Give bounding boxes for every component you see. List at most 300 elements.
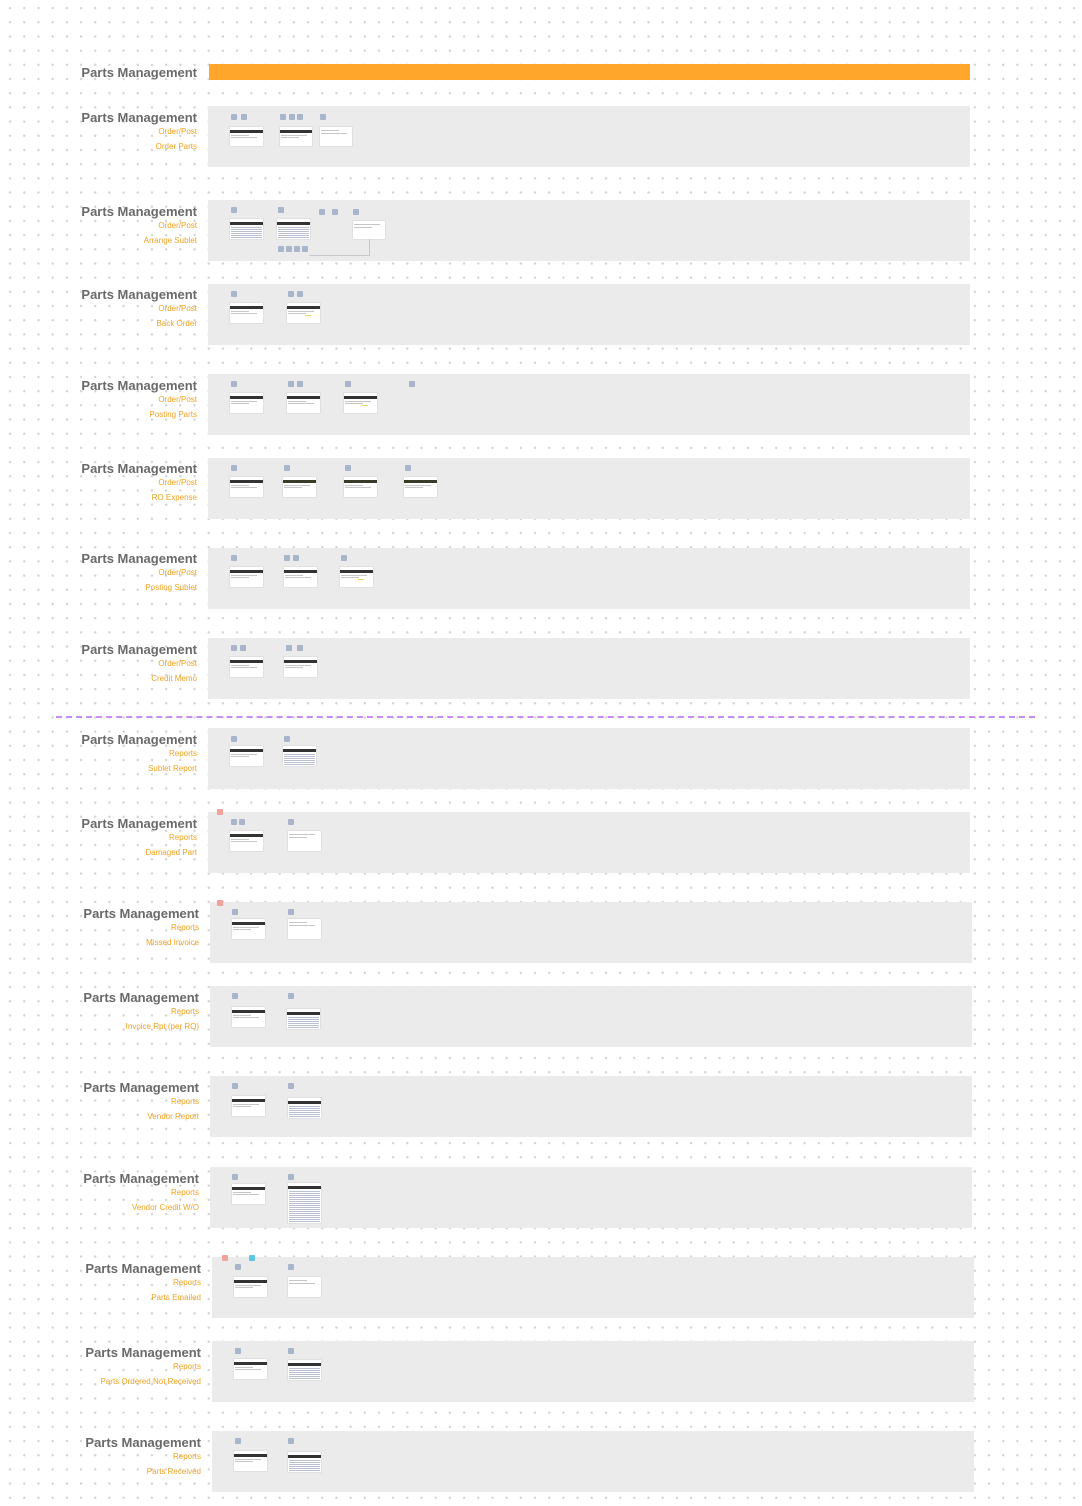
section-item: Posting Sublet	[145, 583, 197, 592]
frame-marker[interactable]	[288, 1348, 294, 1354]
thumbnail-line	[231, 665, 249, 666]
thumbnail-highlight	[362, 405, 368, 406]
frame-marker[interactable]	[297, 381, 303, 387]
section-label	[19, 1080, 199, 1121]
thumbnail-line	[289, 1215, 320, 1216]
section-title: Parts Management	[81, 551, 197, 566]
thumbnail-header-bar	[283, 749, 316, 752]
section-category: Reports	[170, 1007, 199, 1016]
frame-marker[interactable]	[278, 207, 284, 213]
frame-marker[interactable]	[345, 465, 351, 471]
frame-marker[interactable]	[405, 465, 411, 471]
thumbnail-highlight	[305, 315, 311, 316]
thumbnail-line	[345, 485, 363, 486]
thumbnail-line	[235, 1367, 253, 1368]
thumbnail-line	[235, 1461, 253, 1462]
frame-marker[interactable]	[319, 209, 325, 215]
section-category: Reports	[172, 1278, 201, 1287]
thumbnail-header-bar	[234, 1280, 267, 1283]
frame-thumbnail[interactable]	[340, 567, 373, 587]
thumbnail-header-bar	[230, 396, 263, 399]
frame-marker[interactable]	[409, 381, 415, 387]
flow-panel	[212, 1257, 974, 1318]
thumbnail-line	[235, 1369, 261, 1370]
frame-thumbnail[interactable]	[230, 127, 263, 146]
frame-marker[interactable]	[294, 246, 300, 252]
frame-marker[interactable]	[231, 291, 237, 297]
frame-thumbnail[interactable]	[288, 831, 321, 851]
comment-marker[interactable]	[222, 1255, 228, 1261]
frame-marker[interactable]	[231, 465, 237, 471]
section-category: Order/Post	[158, 221, 197, 230]
thumbnail-header-bar	[288, 1455, 321, 1458]
thumbnail-header-bar	[232, 922, 265, 925]
section-label	[19, 1171, 199, 1212]
frame-marker[interactable]	[288, 1264, 294, 1270]
thumbnail-line	[231, 137, 257, 138]
thumbnail-header-bar	[230, 306, 263, 309]
section-label	[17, 378, 197, 419]
frame-marker[interactable]	[231, 819, 237, 825]
frame-marker[interactable]	[288, 1438, 294, 1444]
section-label	[17, 816, 197, 857]
thumbnail-line	[231, 311, 249, 312]
thumbnail-line	[289, 1370, 320, 1371]
thumbnail-line	[289, 1197, 320, 1198]
thumbnail-line	[278, 227, 309, 228]
section-category: Reports	[170, 1097, 199, 1106]
thumbnail-header-bar	[287, 1012, 320, 1015]
thumbnail-header-bar	[344, 480, 377, 483]
thumbnail-line	[288, 311, 314, 312]
thumbnail-line	[233, 1192, 251, 1193]
section-title: Parts Management	[81, 287, 197, 302]
thumbnail-line	[341, 575, 367, 576]
thumbnail-line	[289, 1219, 320, 1220]
frame-thumbnail[interactable]	[280, 127, 312, 146]
thumbnail-line	[231, 754, 257, 755]
frame-marker[interactable]	[288, 909, 294, 915]
frame-thumbnail[interactable]	[288, 1183, 321, 1223]
section-title: Parts Management	[85, 1345, 201, 1360]
thumbnail-line	[285, 667, 303, 668]
thumbnail-line	[284, 754, 315, 755]
thumbnail-line	[289, 1213, 320, 1214]
thumbnail-line	[289, 1376, 320, 1377]
frame-marker[interactable]	[293, 555, 299, 561]
thumbnail-line	[289, 1201, 320, 1202]
thumbnail-line	[231, 231, 262, 232]
frame-marker[interactable]	[231, 114, 237, 120]
frame-thumbnail[interactable]	[234, 1277, 267, 1297]
thumbnail-header-bar	[230, 660, 263, 663]
section-category: Reports	[168, 833, 197, 842]
frame-thumbnail[interactable]	[283, 477, 316, 497]
frame-marker[interactable]	[353, 209, 359, 215]
frame-marker[interactable]	[297, 645, 303, 651]
section-item: Parts Received	[146, 1467, 201, 1476]
thumbnail-line	[235, 1287, 253, 1288]
section-item: Parts Ordered Not Received	[100, 1377, 201, 1386]
thumbnail-header-bar	[230, 834, 263, 837]
frame-marker[interactable]	[231, 736, 237, 742]
frame-marker[interactable]	[320, 114, 326, 120]
frame-marker[interactable]	[235, 1348, 241, 1354]
thumbnail-line	[289, 1280, 307, 1281]
thumbnail-line	[289, 834, 315, 835]
frame-marker[interactable]	[297, 291, 303, 297]
thumbnail-header-bar	[277, 222, 310, 225]
thumbnail-line	[405, 485, 431, 486]
flow-panel	[208, 458, 970, 519]
section-label	[17, 642, 197, 683]
frame-marker[interactable]	[240, 645, 246, 651]
thumbnail-line	[289, 1191, 320, 1192]
thumbnail-line	[289, 1217, 320, 1218]
frame-marker[interactable]	[286, 645, 292, 651]
thumbnail-line	[284, 764, 315, 765]
section-item: Sublet Report	[148, 764, 197, 773]
thumbnail-line	[345, 487, 371, 488]
frame-thumbnail[interactable]	[277, 219, 310, 239]
section-title: Parts Management	[81, 110, 197, 125]
thumbnail-line	[284, 760, 315, 761]
section-label	[21, 1261, 201, 1302]
thumbnail-line	[289, 1462, 320, 1463]
frame-thumbnail[interactable]	[230, 831, 263, 851]
thumbnail-line	[233, 929, 251, 930]
frame-marker[interactable]	[232, 909, 238, 915]
frame-thumbnail[interactable]	[288, 1452, 321, 1472]
thumbnail-line	[289, 1199, 320, 1200]
thumbnail-header-bar	[232, 1099, 265, 1102]
thumbnail-line	[278, 235, 309, 236]
thumbnail-line	[281, 135, 307, 136]
section-item: Order Parts	[155, 142, 197, 151]
section-item: Parts Emailed	[151, 1293, 201, 1302]
flow-panel	[208, 548, 970, 609]
section-category: Reports	[172, 1362, 201, 1371]
frame-marker[interactable]	[341, 555, 347, 561]
frame-thumbnail[interactable]	[404, 477, 437, 497]
thumbnail-line	[288, 1021, 319, 1022]
thumbnail-header-bar	[283, 480, 316, 483]
section-item: Invoice Rpt (per RO)	[125, 1022, 199, 1031]
frame-marker[interactable]	[288, 993, 294, 999]
frame-thumbnail[interactable]	[288, 1098, 321, 1118]
thumbnail-line	[231, 229, 262, 230]
section-label	[17, 732, 197, 773]
thumbnail-line	[284, 758, 315, 759]
section-label	[19, 906, 199, 947]
flow-panel	[212, 1341, 974, 1402]
thumbnail-line	[354, 224, 380, 225]
frame-thumbnail[interactable]	[234, 1451, 267, 1471]
frame-thumbnail[interactable]	[344, 393, 377, 413]
frame-thumbnail[interactable]	[288, 1360, 321, 1380]
frame-marker[interactable]	[289, 114, 295, 120]
section-title: Parts Management	[81, 642, 197, 657]
thumbnail-line	[231, 841, 257, 842]
thumbnail-line	[289, 1203, 320, 1204]
section-title: Parts Management	[85, 1261, 201, 1276]
thumbnail-line	[289, 1368, 320, 1369]
frame-thumbnail[interactable]	[283, 746, 316, 766]
thumbnail-line	[289, 1460, 320, 1461]
header-title: Parts Management	[81, 65, 197, 80]
frame-thumbnail[interactable]	[230, 303, 263, 323]
frame-marker[interactable]	[241, 114, 247, 120]
thumbnail-header-bar	[234, 1362, 267, 1365]
thumbnail-line	[288, 1019, 319, 1020]
frame-marker[interactable]	[288, 1083, 294, 1089]
thumbnail-line	[235, 1459, 261, 1460]
frame-marker[interactable]	[239, 819, 245, 825]
thumbnail-line	[288, 401, 306, 402]
thumbnail-line	[289, 1193, 320, 1194]
section-category: Order/Post	[158, 127, 197, 136]
section-item: Missed Invoice	[146, 938, 199, 947]
section-category: Reports	[168, 749, 197, 758]
flow-panel	[208, 374, 970, 435]
section-title: Parts Management	[81, 732, 197, 747]
thumbnail-line	[278, 233, 309, 234]
section-label	[17, 110, 197, 151]
thumbnail-line	[233, 1194, 259, 1195]
thumbnail-header-bar	[288, 1363, 321, 1366]
thumbnail-line	[289, 1205, 320, 1206]
thumbnail-line	[288, 1023, 319, 1024]
frame-thumbnail[interactable]	[230, 219, 263, 239]
thumbnail-line	[233, 1017, 259, 1018]
thumbnail-header-bar	[230, 570, 263, 573]
section-category: Order/Post	[158, 568, 197, 577]
frame-marker[interactable]	[232, 1083, 238, 1089]
thumbnail-line	[233, 1106, 251, 1107]
thumbnail-line	[231, 235, 262, 236]
thumbnail-line	[231, 756, 249, 757]
section-item: Vendor Report	[147, 1112, 199, 1121]
frame-marker[interactable]	[345, 381, 351, 387]
header-label	[40, 65, 197, 80]
thumbnail-header-bar	[234, 1454, 267, 1457]
flow-panel	[208, 728, 970, 789]
thumbnail-line	[231, 487, 257, 488]
frame-thumbnail[interactable]	[287, 393, 320, 413]
thumbnail-line	[285, 665, 311, 666]
frame-thumbnail[interactable]	[230, 657, 263, 677]
section-label	[17, 461, 197, 502]
section-category: Order/Post	[158, 478, 197, 487]
section-label	[21, 1435, 201, 1476]
frame-thumbnail[interactable]	[232, 1096, 265, 1116]
frame-thumbnail[interactable]	[232, 1007, 265, 1027]
section-divider	[56, 716, 1035, 718]
thumbnail-header-bar	[288, 1186, 321, 1189]
thumbnail-line	[289, 1112, 320, 1113]
thumbnail-line	[233, 927, 259, 928]
frame-thumbnail[interactable]	[284, 657, 317, 677]
flow-panel	[208, 638, 970, 699]
thumbnail-line	[354, 227, 372, 228]
thumbnail-header-bar	[340, 570, 373, 573]
thumbnail-line	[289, 1283, 315, 1284]
thumbnail-header-bar	[287, 306, 320, 309]
section-title: Parts Management	[83, 906, 199, 921]
frame-thumbnail[interactable]	[230, 746, 263, 766]
thumbnail-header-bar	[280, 130, 312, 133]
thumbnail-line	[289, 1470, 320, 1471]
thumbnail-line	[231, 135, 249, 136]
thumbnail-line	[289, 1116, 320, 1117]
thumbnail-line	[289, 1464, 320, 1465]
thumbnail-line	[341, 577, 359, 578]
thumbnail-line	[231, 237, 262, 238]
section-category: Order/Post	[158, 395, 197, 404]
frame-thumbnail[interactable]	[288, 1277, 321, 1297]
frame-marker[interactable]	[231, 555, 237, 561]
thumbnail-header-bar	[288, 1101, 321, 1104]
thumbnail-line	[288, 313, 306, 314]
thumbnail-line	[288, 403, 314, 404]
thumbnail-line	[321, 130, 339, 131]
thumbnail-line	[321, 133, 347, 134]
thumbnail-line	[289, 1466, 320, 1467]
thumbnail-line	[284, 485, 310, 486]
frame-marker[interactable]	[288, 819, 294, 825]
thumbnail-line	[235, 1285, 261, 1286]
frame-marker[interactable]	[280, 114, 286, 120]
header-bar	[209, 64, 970, 80]
thumbnail-line	[231, 313, 257, 314]
frame-marker[interactable]	[284, 736, 290, 742]
frame-marker[interactable]	[284, 555, 290, 561]
frame-marker[interactable]	[288, 1174, 294, 1180]
frame-thumbnail[interactable]	[344, 477, 377, 497]
thumbnail-header-bar	[230, 130, 263, 133]
frame-thumbnail[interactable]	[230, 567, 263, 587]
thumbnail-header-bar	[404, 480, 437, 483]
section-title: Parts Management	[83, 990, 199, 1005]
frame-thumbnail[interactable]	[288, 919, 321, 939]
section-item: Back Order	[156, 319, 197, 328]
frame-thumbnail[interactable]	[284, 567, 317, 587]
thumbnail-line	[281, 137, 299, 138]
section-item: Vendor Credit W/O	[131, 1203, 199, 1212]
frame-thumbnail[interactable]	[287, 1009, 320, 1029]
frame-marker[interactable]	[278, 246, 284, 252]
frame-marker[interactable]	[284, 465, 290, 471]
thumbnail-line	[289, 1372, 320, 1373]
section-title: Parts Management	[81, 204, 197, 219]
section-category: Reports	[172, 1452, 201, 1461]
frame-thumbnail[interactable]	[232, 1184, 265, 1204]
thumbnail-header-bar	[232, 1187, 265, 1190]
thumbnail-line	[231, 401, 257, 402]
frame-thumbnail[interactable]	[320, 127, 352, 146]
thumbnail-line	[231, 403, 249, 404]
frame-marker[interactable]	[302, 246, 308, 252]
thumbnail-line	[289, 1211, 320, 1212]
frame-thumbnail[interactable]	[230, 393, 263, 413]
frame-marker[interactable]	[231, 645, 237, 651]
frame-marker[interactable]	[235, 1264, 241, 1270]
frame-marker[interactable]	[235, 1438, 241, 1444]
frame-marker[interactable]	[332, 209, 338, 215]
section-title: Parts Management	[81, 816, 197, 831]
thumbnail-line	[284, 756, 315, 757]
frame-marker[interactable]	[288, 381, 294, 387]
thumbnail-line	[345, 403, 363, 404]
frame-marker[interactable]	[231, 381, 237, 387]
section-label	[17, 551, 197, 592]
section-title: Parts Management	[81, 461, 197, 476]
comment-marker[interactable]	[249, 1255, 255, 1261]
section-item: Arrange Sublet	[143, 236, 197, 245]
frame-marker[interactable]	[288, 291, 294, 297]
thumbnail-line	[289, 1221, 320, 1222]
section-category: Reports	[170, 923, 199, 932]
thumbnail-line	[288, 1027, 319, 1028]
frame-marker[interactable]	[232, 993, 238, 999]
section-category: Order/Post	[158, 304, 197, 313]
frame-thumbnail[interactable]	[287, 303, 320, 323]
flow-panel	[210, 902, 972, 963]
thumbnail-line	[289, 1209, 320, 1210]
thumbnail-line	[278, 229, 309, 230]
frame-marker[interactable]	[297, 114, 303, 120]
thumbnail-line	[289, 1207, 320, 1208]
thumbnail-line	[289, 1195, 320, 1196]
section-item: Posting Parts	[149, 410, 197, 419]
section-title: Parts Management	[83, 1171, 199, 1186]
thumbnail-line	[289, 1114, 320, 1115]
thumbnail-line	[405, 487, 423, 488]
section-item: Damaged Part	[145, 848, 197, 857]
thumbnail-header-bar	[344, 396, 377, 399]
frame-thumbnail[interactable]	[234, 1359, 267, 1379]
frame-thumbnail[interactable]	[232, 919, 265, 939]
thumbnail-line	[233, 1015, 251, 1016]
flow-panel	[208, 284, 970, 345]
section-label	[21, 1345, 201, 1386]
thumbnail-line	[288, 1025, 319, 1026]
thumbnail-line	[289, 1106, 320, 1107]
thumbnail-line	[231, 227, 262, 228]
thumbnail-header-bar	[284, 660, 317, 663]
frame-thumbnail[interactable]	[353, 221, 385, 239]
thumbnail-line	[278, 237, 309, 238]
thumbnail-line	[231, 575, 257, 576]
flow-panel	[212, 1431, 974, 1492]
thumbnail-line	[289, 925, 315, 926]
thumbnail-header-bar	[232, 1010, 265, 1013]
thumbnail-line	[289, 1110, 320, 1111]
thumbnail-line	[233, 1104, 259, 1105]
thumbnail-line	[231, 839, 249, 840]
section-label	[19, 990, 199, 1031]
frame-marker[interactable]	[286, 246, 292, 252]
frame-marker[interactable]	[231, 207, 237, 213]
thumbnail-line	[231, 667, 257, 668]
comment-marker[interactable]	[217, 809, 223, 815]
thumbnail-header-bar	[230, 749, 263, 752]
thumbnail-line	[285, 575, 303, 576]
thumbnail-header-bar	[287, 396, 320, 399]
comment-marker[interactable]	[217, 900, 223, 906]
frame-thumbnail[interactable]	[230, 477, 263, 497]
frame-marker[interactable]	[232, 1174, 238, 1180]
